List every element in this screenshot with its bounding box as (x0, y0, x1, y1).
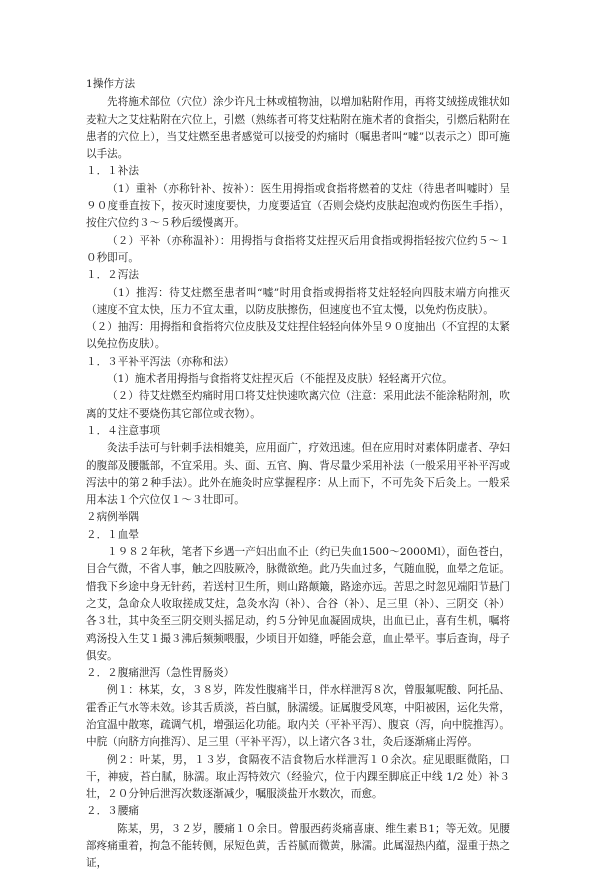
paragraph: １９８２年秋，笔者下乡遇一产妇出血不止（约已失血1500～2000Ml），面色苍白，目合气微，不省人事，触之四肢厥冷，脉微欲绝。此乃失血过多，气随血脱，血晕之危证。惜我下乡途中身无针药，若送村卫生所，则山路颠簸，路途亦远。苦思之时忽见端阳节悬门之艾，急命众人收取搓成艾炷，急灸水沟（补）、合谷（补）、足三里（补）、三阴交（补）各３壮，其中灸至三阴交则头摇足动，约５分钟见血凝固成块，出血已止，喜有生机，嘱将鸡汤投入生艾１撮３沸后频频喂服，少顷目开如缝，呼能会意，血止晕平。事后查询，母子俱安。 (86, 546, 510, 662)
subsection-heading: ２．１血晕 (86, 528, 139, 541)
paragraph: 陈某，男，３２岁，腰痛１０余日。曾服西药炎痛喜康、维生素Ｂ1；等无效。见腰部疼痛重着，拘急不能转侧，尿短色黄，舌苔腻而微黄，脉濡。此属湿热内蕴，湿重于热之证， (86, 822, 510, 870)
paragraph: （２）抽泻：用拇指和食指将穴位皮肤及艾炷捏住轻轻向体外呈９０度抽出（不宜捏的太紧以免拉伤皮肤）。 (86, 321, 510, 351)
subsection-heading: ２．２腹痛泄泻（急性胃肠炎） (86, 667, 235, 680)
paragraph: （２）平补（亦称温补）：用拇指与食指将艾炷捏灭后用食指或拇指轻按穴位约５～１０秒即可。 (86, 234, 510, 264)
section-heading: ２病例举隅 (86, 511, 139, 524)
paragraph: （1）重补（亦称针补、按补）：医生用拇指或食指将燃着的艾炷（待患者叫嘘时）呈９０度垂直按下，按灭时速度要快，力度要适宜（否则会烧灼皮肤起泡或灼伤医生手指），按住穴位约３～５秒后缓慢离开。 (86, 182, 510, 230)
paragraph: （1）施术者用拇指与食指将艾炷捏灭后（不能捏及皮肤）轻轻离开穴位。 (107, 373, 453, 386)
subsection-heading: １．２泻法 (86, 269, 139, 282)
subsection-heading: １．４注意事项 (86, 424, 161, 437)
subsection-heading: １．１补法 (86, 165, 139, 178)
paragraph: 先将施术部位（穴位）涂少许凡士林或植物油，以增加粘附作用，再将艾绒搓成锥状如麦粒大之艾炷粘附在穴位上，引燃（熟练者可将艾炷粘附在施术者的食指尖，引燃后粘附在患者的穴位上），当艾炷燃至患者感觉可以接受的灼痛时（嘱患者叫“嘘”以表示之）即可施以手法。 (86, 96, 510, 161)
paragraph: （1）推泻：待艾炷燃至患者叫“嘘”时用食指或拇指将艾炷轻轻向四肢末端方向推灭（速度不宜太快，压力不宜太重，以防皮肤擦伤，但速度也不宜太慢，以免灼伤皮肤）。 (86, 286, 510, 316)
subsection-heading: ２．３腰痛 (86, 805, 139, 818)
paragraph: （２）待艾炷燃至灼痛时用口将艾炷快速吹离穴位（注意：采用此法不能涂粘附剂，吹离的艾炷不要烧伤其它部位或衣物）。 (86, 390, 510, 420)
paragraph: 例１：林某，女，３８岁，阵发性腹痛半日，伴水样泄泻８次，曾服氟呢酸、阿托品、霍香正气水等未效。诊其舌质淡，苔白腻，脉濡缓。证属腹受风寒，中阳被困，运化失常，治宜温中散寒，疏调气机，增强运化功能。取内关（平补平泻）、腹哀（泻，向中脘推泻）。中脘（向脐方向推泻）、足三里（平补平泻），以上诸穴各３壮，灸后逐渐痛止泻停。 (86, 684, 510, 749)
paragraph: 灸法手法可与针刺手法相媲美，应用面广，疗效迅速。但在应用时对素体阴虚者、孕妇的腹部及腰骶部，不宜采用。头、面、五官、胸、背尽量少采用补法（一般采用平补平泻或泻法中的第２种手法）。此外在施灸时应掌握程序：从上而下，不可先灸下后灸上。一般采用本法１个穴位仅１～３壮即可。 (86, 442, 510, 507)
section-heading: 1操作方法 (86, 78, 136, 90)
document-page (86, 76, 510, 873)
subsection-heading: １．３平补平泻法（亦称和法） (86, 355, 235, 368)
paragraph: 例２：叶某，男，１３岁，食隔夜不洁食物后水样泄泻１０余次。症见眼眶微陷，口干，神疲，苔白腻，脉濡。取止泻特效穴（经验穴，位于内踝至脚底正中线 1/2 处）补３壮，２０分钟后泄泻次数逐渐减少，嘱服淡盐开水数次，而愈。 (86, 753, 510, 801)
